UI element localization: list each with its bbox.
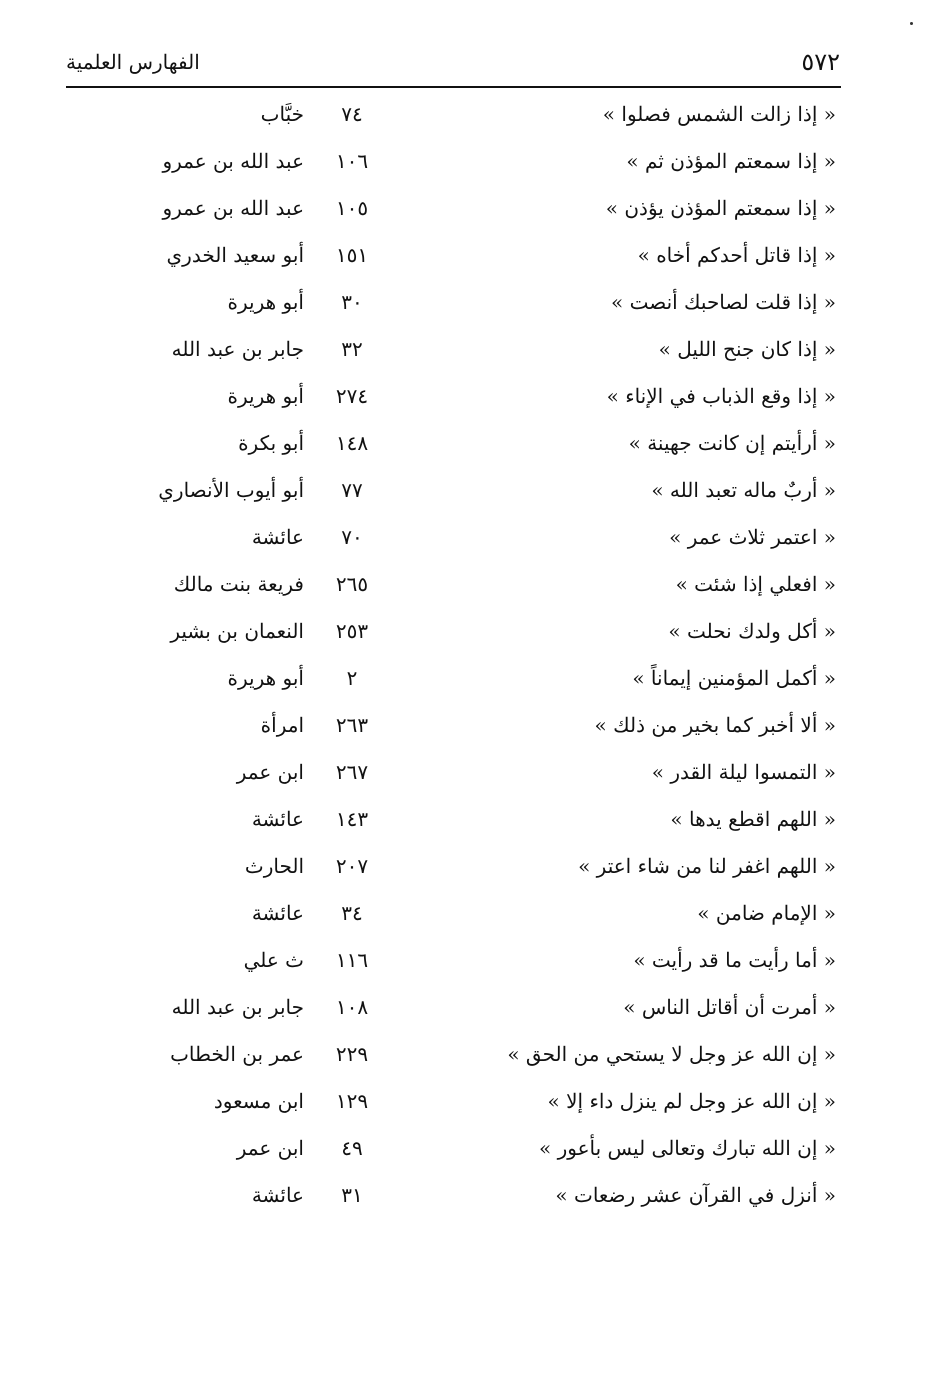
narrator-name: أبو هريرة <box>227 384 304 408</box>
narrator-name: خبَّاب <box>260 102 304 126</box>
narrator-name: النعمان بن بشير <box>170 619 304 643</box>
index-entry <box>60 1036 850 1083</box>
hadith-text: « إذا كان جنح الليل » <box>658 337 836 361</box>
index-entry <box>60 848 850 895</box>
index-entry <box>60 378 850 425</box>
index-entry <box>60 660 850 707</box>
hadith-number: ١٢٩ <box>335 1089 369 1113</box>
hadith-number: ٢٧٤ <box>335 384 369 408</box>
index-entry <box>60 1130 850 1177</box>
hadith-number: ٢ <box>346 666 358 690</box>
narrator-name: عائشة <box>251 901 304 925</box>
index-entry <box>60 613 850 660</box>
hadith-number: ١٠٥ <box>335 196 369 220</box>
hadith-number: ١٤٨ <box>335 431 369 455</box>
hadith-text: « أما رأيت ما قد رأيت » <box>633 948 836 972</box>
hadith-number: ٣٤ <box>341 901 363 925</box>
index-entry <box>60 143 850 190</box>
hadith-text: « اللهم اقطع يدها » <box>670 807 836 831</box>
narrator-name: عائشة <box>251 807 304 831</box>
hadith-text: « اعتمر ثلاث عمر » <box>669 525 836 549</box>
hadith-text: « إذا قلت لصاحبك أنصت » <box>611 290 836 314</box>
index-entry <box>60 942 850 989</box>
index-entry <box>60 331 850 378</box>
hadith-number: ١٥١ <box>335 243 369 267</box>
hadith-number: ٢٥٣ <box>335 619 369 643</box>
hadith-text: « إذا وقع الذباب في الإناء » <box>606 384 836 408</box>
narrator-name: أبو سعيد الخدري <box>166 243 304 267</box>
hadith-text: « اللهم اغفر لنا من شاء اعتر » <box>578 854 836 878</box>
hadith-number: ٣١ <box>341 1183 363 1207</box>
hadith-index-list <box>60 96 850 1224</box>
narrator-name: ابن عمر <box>236 760 304 784</box>
hadith-text: « إذا سمعتم المؤذن ثم » <box>626 149 836 173</box>
hadith-number: ٤٩ <box>341 1136 363 1160</box>
index-entry <box>60 707 850 754</box>
hadith-number: ٧٤ <box>341 102 363 126</box>
narrator-name: الحارث <box>244 854 304 878</box>
narrator-name: عبد الله بن عمرو <box>162 196 304 220</box>
index-entry <box>60 801 850 848</box>
hadith-number: ٢٢٩ <box>335 1042 369 1066</box>
hadith-text: « إذا زالت الشمس فصلوا » <box>602 102 836 126</box>
running-title: الفهارس العلمية <box>66 50 200 74</box>
narrator-name: جابر بن عبد الله <box>171 995 304 1019</box>
index-entry <box>60 754 850 801</box>
hadith-text: « التمسوا ليلة القدر » <box>651 760 836 784</box>
hadith-text: « إذا سمعتم المؤذن يؤذن » <box>605 196 836 220</box>
hadith-text: « أكمل المؤمنين إيماناً » <box>632 666 836 690</box>
narrator-name: عائشة <box>251 525 304 549</box>
index-entry <box>60 284 850 331</box>
hadith-number: ٢٦٥ <box>335 572 369 596</box>
index-entry <box>60 1083 850 1130</box>
hadith-text: « ألا أخبر كما بخير من ذلك » <box>594 713 836 737</box>
index-entry <box>60 96 850 143</box>
narrator-name: أبو أيوب الأنصاري <box>158 478 304 502</box>
page-header <box>66 44 840 84</box>
hadith-number: ١١٦ <box>335 948 369 972</box>
hadith-text: « افعلي إذا شئت » <box>675 572 836 596</box>
hadith-text: « إن الله عز وجل لا يستحي من الحق » <box>507 1042 836 1066</box>
index-entry <box>60 425 850 472</box>
scan-speck <box>910 22 913 25</box>
index-entry <box>60 566 850 613</box>
hadith-number: ٧٠ <box>341 525 363 549</box>
narrator-name: فريعة بنت مالك <box>173 572 304 596</box>
narrator-name: أبو هريرة <box>227 290 304 314</box>
hadith-number: ٣٢ <box>341 337 363 361</box>
narrator-name: ابن عمر <box>236 1136 304 1160</box>
page-number: ٥٧٢ <box>801 48 840 76</box>
hadith-text: « الإمام ضامن » <box>697 901 836 925</box>
hadith-number: ٢٠٧ <box>335 854 369 878</box>
hadith-text: « أرأيتم إن كانت جهينة » <box>628 431 836 455</box>
narrator-name: ث علي <box>243 948 304 972</box>
index-entry <box>60 237 850 284</box>
index-entry <box>60 989 850 1036</box>
hadith-text: « إن الله عز وجل لم ينزل داء إلا » <box>547 1089 836 1113</box>
hadith-text: « أمرت أن أقاتل الناس » <box>623 995 836 1019</box>
hadith-number: ٣٠ <box>341 290 363 314</box>
hadith-number: ٢٦٣ <box>335 713 369 737</box>
narrator-name: امرأة <box>260 713 304 737</box>
index-entry <box>60 190 850 237</box>
hadith-text: « إذا قاتل أحدكم أخاه » <box>637 243 836 267</box>
hadith-number: ٧٧ <box>341 478 363 502</box>
hadith-text: « إن الله تبارك وتعالى ليس بأعور » <box>539 1136 836 1160</box>
narrator-name: أبو بكرة <box>238 431 304 455</box>
narrator-name: جابر بن عبد الله <box>171 337 304 361</box>
hadith-number: ٢٦٧ <box>335 760 369 784</box>
index-entry <box>60 472 850 519</box>
narrator-name: عائشة <box>251 1183 304 1207</box>
narrator-name: أبو هريرة <box>227 666 304 690</box>
index-entry <box>60 895 850 942</box>
hadith-text: « أنزل في القرآن عشر رضعات » <box>555 1183 836 1207</box>
hadith-text: « أكل ولدك نحلت » <box>668 619 836 643</box>
index-entry <box>60 1177 850 1224</box>
hadith-text: « أربٌ ماله تعبد الله » <box>651 478 836 502</box>
narrator-name: عبد الله بن عمرو <box>162 149 304 173</box>
header-rule <box>66 86 841 88</box>
narrator-name: ابن مسعود <box>213 1089 304 1113</box>
hadith-number: ١٤٣ <box>335 807 369 831</box>
narrator-name: عمر بن الخطاب <box>170 1042 304 1066</box>
hadith-number: ١٠٦ <box>335 149 369 173</box>
index-entry <box>60 519 850 566</box>
hadith-number: ١٠٨ <box>335 995 369 1019</box>
